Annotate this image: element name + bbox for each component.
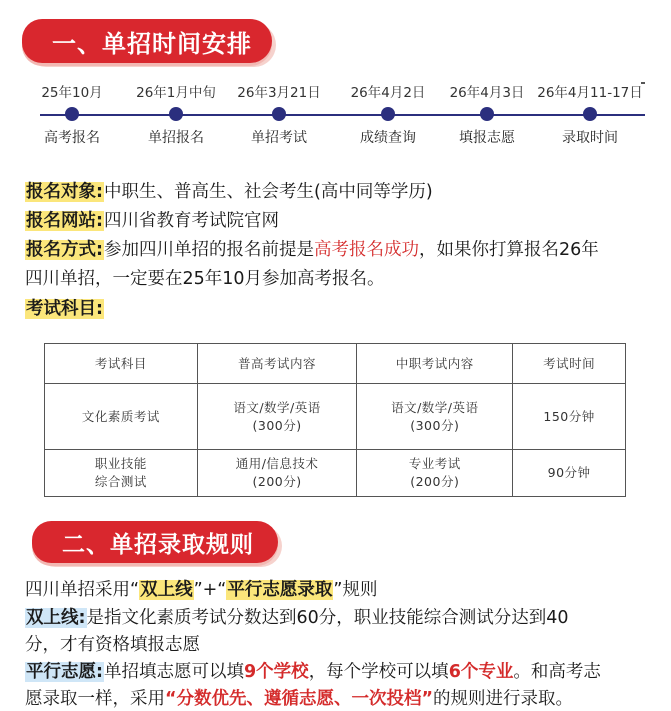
table-cell [197, 450, 357, 497]
table-cell [357, 384, 513, 450]
section-2-banner [32, 521, 278, 563]
table-header-cell: 考试时间 [513, 344, 626, 384]
cell-line: 语文/数学/英语 [391, 399, 479, 415]
timeline-item [530, 82, 650, 147]
cell-line: 专业考试 [408, 456, 461, 471]
rules-dual [25, 604, 569, 632]
cell-line: (300分) [410, 417, 460, 433]
info-subjects [25, 295, 104, 323]
website-label: 报名网站: [26, 211, 103, 231]
parallel-schools: 9个学校 [244, 662, 309, 682]
timeline-dot [480, 107, 494, 121]
timeline-label: 成绩查询 [360, 130, 416, 146]
cell-line: 职业技能 [94, 456, 147, 471]
table-header-row [45, 344, 626, 384]
parallel-label: 平行志愿: [26, 662, 103, 682]
timeline-dot [272, 107, 286, 121]
timeline-label: 单招报名 [148, 130, 204, 146]
timeline-dot [169, 107, 183, 121]
cell-line: (300分) [252, 417, 302, 433]
timeline-label: 高考报名 [44, 130, 100, 146]
timeline-date: 26年1月中旬 [136, 85, 216, 101]
dual-label: 双上线: [26, 608, 86, 628]
subjects-label: 考试科目: [26, 299, 103, 319]
table-cell: 文化素质考试 [45, 384, 198, 450]
parallel-line2-end: 的规则进行录取。 [433, 689, 574, 709]
timeline-date: 26年4月11-17日 [537, 85, 643, 101]
timeline-date: 25年10月 [41, 85, 103, 101]
timeline-label: 填报志愿 [459, 130, 515, 146]
section-1-title: 一、单招时间安排 [52, 29, 252, 58]
method-text: 参加四川单招的报名前提是 [104, 240, 314, 260]
cell-line: (200分) [410, 474, 460, 489]
cell-line: 通用/信息技术 [235, 456, 319, 471]
section-1-banner [22, 19, 272, 63]
target-label: 报名对象: [26, 182, 103, 202]
target-text: 中职生、普高生、社会考生(高中同等学历) [104, 182, 433, 202]
table-header-cell: 普高考试内容 [197, 344, 357, 384]
section-2-title: 二、单招录取规则 [62, 531, 254, 558]
timeline-item [219, 82, 339, 147]
rules-parallel-line2 [25, 685, 573, 711]
parallel-text: 单招填志愿可以填 [104, 662, 244, 682]
table-cell [45, 450, 198, 497]
intro-mid: ”+“ [193, 580, 227, 600]
timeline-date: 26年4月2日 [350, 85, 426, 101]
parallel-text-c: 。和高考志 [513, 662, 601, 682]
timeline-date: 26年4月3日 [449, 85, 525, 101]
intro-dual-highlight: 双上线 [140, 580, 193, 600]
table-cell: 150分钟 [513, 384, 626, 450]
rules-parallel [25, 658, 601, 686]
table-row [45, 384, 626, 450]
table-row [45, 450, 626, 497]
parallel-line2-text: 愿录取一样，采用 [25, 689, 165, 709]
table-cell: 90分钟 [513, 450, 626, 497]
cell-line: 综合测试 [94, 474, 147, 489]
table-cell [197, 384, 357, 450]
info-method [25, 236, 599, 264]
timeline-date: 26年3月21日 [237, 85, 321, 101]
schedule-timeline [0, 82, 671, 152]
intro-text: 四川单招采用 [25, 580, 130, 600]
rules-intro [25, 576, 377, 604]
dual-text: 是指文化素质考试分数达到60分，职业技能综合测试分达到40 [86, 608, 569, 628]
timeline-item [12, 82, 132, 147]
timeline-label: 录取时间 [562, 130, 618, 146]
info-method-line2: 四川单招，一定要在25年10月参加高考报名。 [25, 269, 385, 289]
table-cell [357, 450, 513, 497]
timeline-dot [381, 107, 395, 121]
website-text: 四川省教育考试院官网 [104, 211, 279, 231]
timeline-label: 单招考试 [251, 130, 307, 146]
exam-subjects-table [44, 343, 626, 497]
intro-parallel-highlight: 平行志愿录取 [227, 580, 333, 600]
cell-line: (200分) [252, 474, 302, 489]
timeline-item [427, 82, 547, 147]
info-target [25, 178, 433, 206]
method-text-b: ，如果你打算报名26年 [419, 240, 599, 260]
timeline-item [116, 82, 236, 147]
table-header-cell: 中职考试内容 [357, 344, 513, 384]
parallel-majors: 6个专业 [448, 662, 514, 682]
parallel-principle: “分数优先、遵循志愿、一次投档” [165, 689, 434, 709]
info-website [25, 207, 279, 235]
parallel-text-b: ，每个学校可以填 [308, 662, 449, 682]
method-label: 报名方式: [26, 240, 103, 260]
cell-line: 语文/数学/英语 [233, 399, 321, 415]
intro-end: ”规则 [333, 580, 378, 600]
rules-dual-line2: 分，才有资格填报志愿 [25, 635, 200, 655]
table-header-cell: 考试科目 [45, 344, 198, 384]
method-highlight: 高考报名成功 [314, 240, 419, 260]
timeline-dot [65, 107, 79, 121]
intro-quote: “ [130, 580, 140, 600]
timeline-dot [583, 107, 597, 121]
